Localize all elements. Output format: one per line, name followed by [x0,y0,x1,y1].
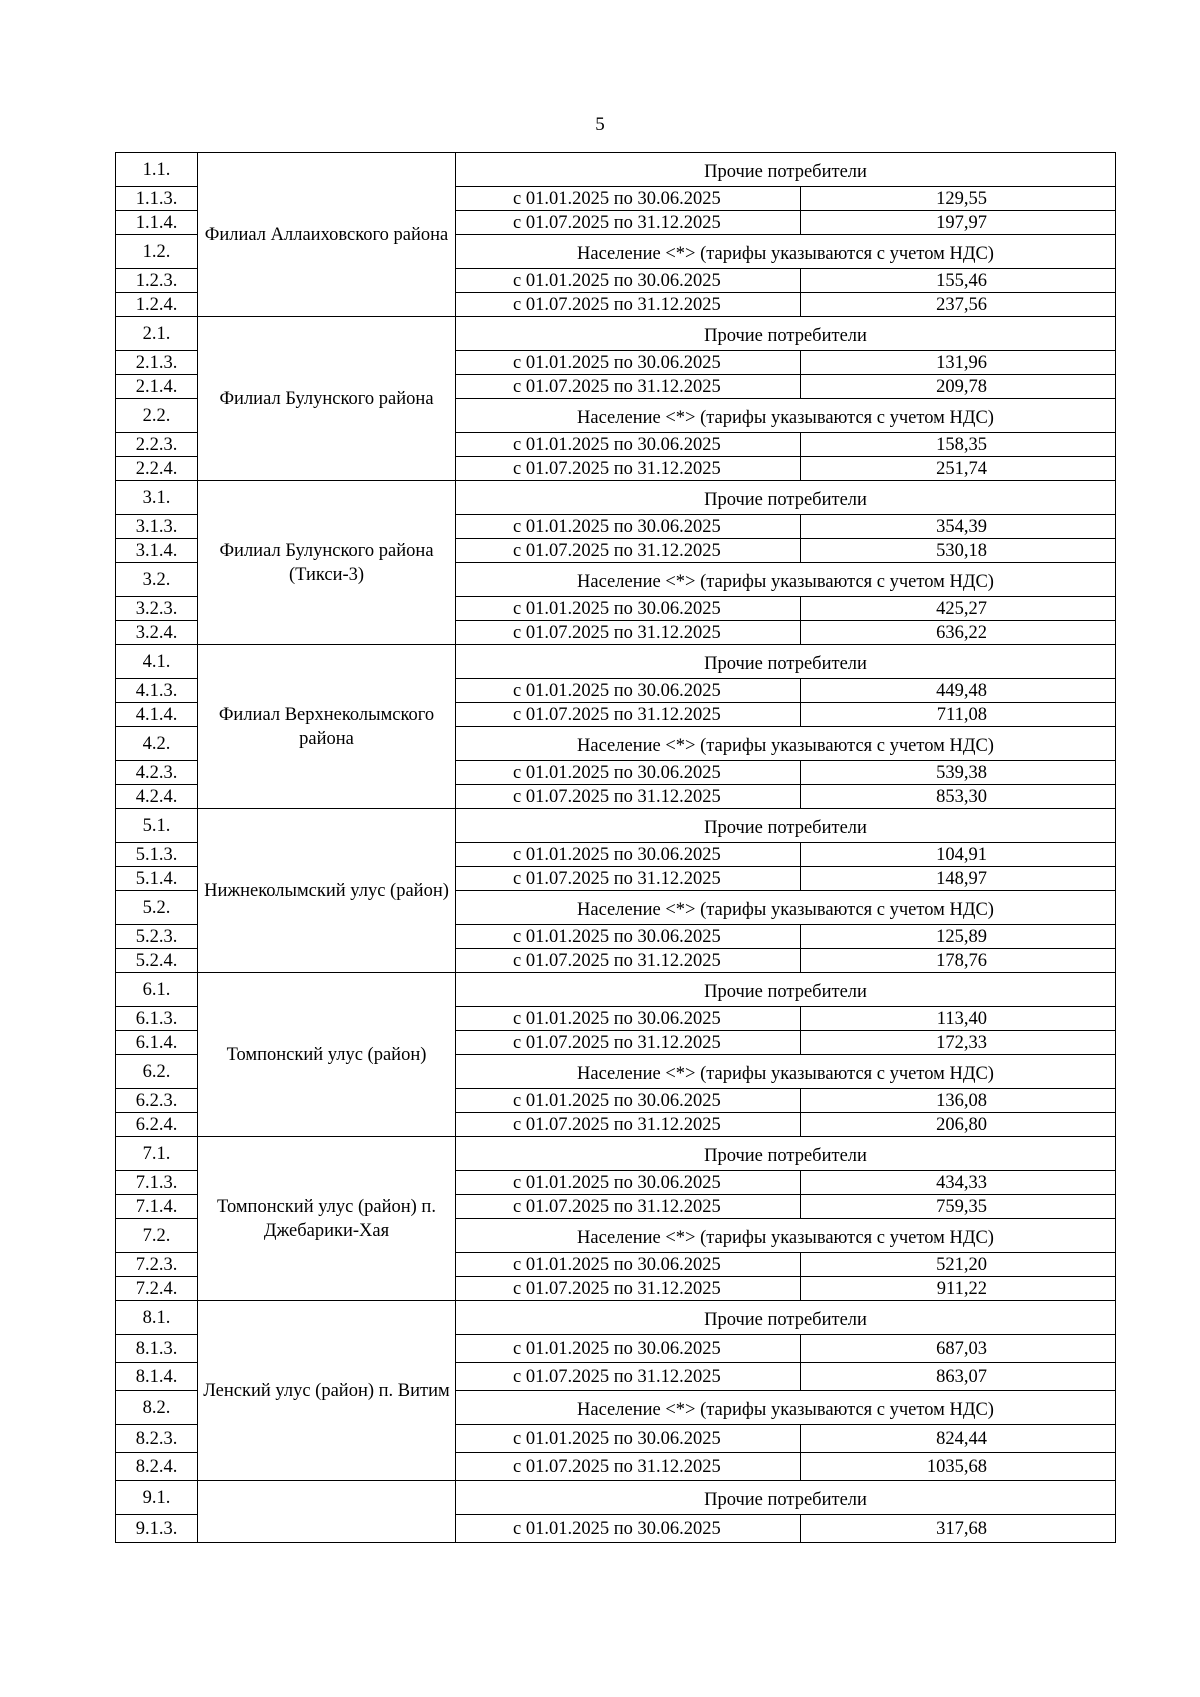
table-row [116,481,1116,515]
tariff-period: с 01.07.2025 по 31.12.2025 [456,457,801,481]
tariff-period: с 01.01.2025 по 30.06.2025 [456,269,801,293]
row-number: 8.1.4. [116,1363,198,1391]
row-number: 5.1. [116,809,198,843]
consumer-category-header: Прочие потребители [456,809,1116,843]
tariff-value: 104,91 [801,843,1116,867]
tariff-value: 155,46 [801,269,1116,293]
tariff-value: 911,22 [801,1277,1116,1301]
row-number: 5.2.3. [116,925,198,949]
row-number: 4.1.3. [116,679,198,703]
row-number: 7.1. [116,1137,198,1171]
consumer-category-header: Прочие потребители [456,481,1116,515]
tariff-value: 172,33 [801,1031,1116,1055]
row-number: 2.2.3. [116,433,198,457]
tariff-period: с 01.07.2025 по 31.12.2025 [456,1031,801,1055]
tariff-period: с 01.01.2025 по 30.06.2025 [456,761,801,785]
row-number: 3.1. [116,481,198,515]
tariff-table [115,152,1116,1543]
row-number: 1.1. [116,153,198,187]
branch-name: Нижнеколымский улус (район) [198,809,456,973]
tariff-period: с 01.01.2025 по 30.06.2025 [456,433,801,457]
consumer-category-header: Прочие потребители [456,317,1116,351]
tariff-period: с 01.07.2025 по 31.12.2025 [456,949,801,973]
tariff-period: с 01.01.2025 по 30.06.2025 [456,1007,801,1031]
consumer-category-header: Прочие потребители [456,1301,1116,1335]
table-row [116,1301,1116,1335]
branch-name: Филиал Верхнеколымского района [198,645,456,809]
row-number: 2.2. [116,399,198,433]
tariff-period: с 01.07.2025 по 31.12.2025 [456,703,801,727]
tariff-value: 129,55 [801,187,1116,211]
row-number: 5.2.4. [116,949,198,973]
row-number: 7.1.3. [116,1171,198,1195]
tariff-value: 237,56 [801,293,1116,317]
tariff-period: с 01.07.2025 по 31.12.2025 [456,1195,801,1219]
row-number: 2.1. [116,317,198,351]
row-number: 2.1.3. [116,351,198,375]
consumer-category-header: Население <*> (тарифы указываются с учетом НДС) [456,891,1116,925]
row-number: 8.2.3. [116,1425,198,1453]
row-number: 8.1.3. [116,1335,198,1363]
consumer-category-header: Прочие потребители [456,153,1116,187]
row-number: 7.2. [116,1219,198,1253]
tariff-period: с 01.01.2025 по 30.06.2025 [456,597,801,621]
tariff-period: с 01.01.2025 по 30.06.2025 [456,843,801,867]
consumer-category-header: Прочие потребители [456,645,1116,679]
table-row [116,317,1116,351]
tariff-period: с 01.07.2025 по 31.12.2025 [456,621,801,645]
row-number: 1.2.4. [116,293,198,317]
tariff-value: 125,89 [801,925,1116,949]
consumer-category-header: Население <*> (тарифы указываются с учетом НДС) [456,1391,1116,1425]
table-row [116,809,1116,843]
tariff-value: 148,97 [801,867,1116,891]
tariff-period: с 01.01.2025 по 30.06.2025 [456,1171,801,1195]
branch-name: Ленский улус (район) п. Витим [198,1301,456,1481]
tariff-value: 158,35 [801,433,1116,457]
branch-name [198,1481,456,1543]
tariff-period: с 01.07.2025 по 31.12.2025 [456,1277,801,1301]
tariff-period: с 01.07.2025 по 31.12.2025 [456,293,801,317]
tariff-value: 354,39 [801,515,1116,539]
row-number: 7.2.3. [116,1253,198,1277]
consumer-category-header: Население <*> (тарифы указываются с учетом НДС) [456,727,1116,761]
tariff-value: 530,18 [801,539,1116,563]
tariff-period: с 01.07.2025 по 31.12.2025 [456,211,801,235]
row-number: 2.2.4. [116,457,198,481]
tariff-value: 136,08 [801,1089,1116,1113]
tariff-value: 449,48 [801,679,1116,703]
tariff-period: с 01.07.2025 по 31.12.2025 [456,1363,801,1391]
row-number: 5.1.3. [116,843,198,867]
consumer-category-header: Население <*> (тарифы указываются с учетом НДС) [456,563,1116,597]
row-number: 7.2.4. [116,1277,198,1301]
tariff-period: с 01.01.2025 по 30.06.2025 [456,1335,801,1363]
tariff-period: с 01.07.2025 по 31.12.2025 [456,375,801,399]
row-number: 6.2. [116,1055,198,1089]
tariff-period: с 01.07.2025 по 31.12.2025 [456,867,801,891]
row-number: 3.2. [116,563,198,597]
tariff-period: с 01.01.2025 по 30.06.2025 [456,679,801,703]
tariff-period: с 01.01.2025 по 30.06.2025 [456,1515,801,1543]
tariff-value: 209,78 [801,375,1116,399]
tariff-period: с 01.07.2025 по 31.12.2025 [456,785,801,809]
tariff-value: 206,80 [801,1113,1116,1137]
row-number: 8.2.4. [116,1453,198,1481]
tariff-period: с 01.01.2025 по 30.06.2025 [456,925,801,949]
table-row [116,1481,1116,1515]
row-number: 8.2. [116,1391,198,1425]
row-number: 2.1.4. [116,375,198,399]
tariff-value: 539,38 [801,761,1116,785]
tariff-period: с 01.01.2025 по 30.06.2025 [456,1089,801,1113]
tariff-value: 687,03 [801,1335,1116,1363]
tariff-value: 853,30 [801,785,1116,809]
row-number: 1.1.4. [116,211,198,235]
row-number: 4.2. [116,727,198,761]
tariff-value: 434,33 [801,1171,1116,1195]
branch-name: Филиал Булунского района [198,317,456,481]
tariff-table-body [116,153,1116,1543]
row-number: 9.1.3. [116,1515,198,1543]
tariff-period: с 01.01.2025 по 30.06.2025 [456,1425,801,1453]
tariff-value: 636,22 [801,621,1116,645]
consumer-category-header: Прочие потребители [456,1137,1116,1171]
tariff-period: с 01.01.2025 по 30.06.2025 [456,1253,801,1277]
tariff-value: 521,20 [801,1253,1116,1277]
row-number: 5.2. [116,891,198,925]
consumer-category-header: Прочие потребители [456,973,1116,1007]
row-number: 6.2.4. [116,1113,198,1137]
tariff-value: 425,27 [801,597,1116,621]
branch-name: Томпонский улус (район) [198,973,456,1137]
table-row [116,973,1116,1007]
row-number: 5.1.4. [116,867,198,891]
tariff-period: с 01.01.2025 по 30.06.2025 [456,515,801,539]
tariff-value: 131,96 [801,351,1116,375]
row-number: 4.2.3. [116,761,198,785]
table-row [116,1137,1116,1171]
tariff-value: 197,97 [801,211,1116,235]
row-number: 8.1. [116,1301,198,1335]
table-row [116,153,1116,187]
page-number: 5 [595,114,605,135]
row-number: 3.1.4. [116,539,198,563]
row-number: 1.2. [116,235,198,269]
row-number: 3.1.3. [116,515,198,539]
row-number: 6.1.3. [116,1007,198,1031]
row-number: 1.2.3. [116,269,198,293]
consumer-category-header: Население <*> (тарифы указываются с учетом НДС) [456,1219,1116,1253]
branch-name: Филиал Аллаиховского района [198,153,456,317]
row-number: 6.2.3. [116,1089,198,1113]
row-number: 4.2.4. [116,785,198,809]
tariff-period: с 01.01.2025 по 30.06.2025 [456,351,801,375]
row-number: 7.1.4. [116,1195,198,1219]
row-number: 1.1.3. [116,187,198,211]
branch-name: Филиал Булунского района (Тикси-3) [198,481,456,645]
row-number: 3.2.3. [116,597,198,621]
tariff-value: 759,35 [801,1195,1116,1219]
tariff-value: 824,44 [801,1425,1116,1453]
consumer-category-header: Население <*> (тарифы указываются с учетом НДС) [456,235,1116,269]
row-number: 9.1. [116,1481,198,1515]
row-number: 6.1.4. [116,1031,198,1055]
tariff-period: с 01.07.2025 по 31.12.2025 [456,1453,801,1481]
row-number: 6.1. [116,973,198,1007]
table-row [116,645,1116,679]
tariff-value: 251,74 [801,457,1116,481]
tariff-value: 113,40 [801,1007,1116,1031]
consumer-category-header: Прочие потребители [456,1481,1116,1515]
tariff-value: 1035,68 [801,1453,1116,1481]
tariff-value: 178,76 [801,949,1116,973]
branch-name: Томпонский улус (район) п. Джебарики-Хая [198,1137,456,1301]
row-number: 4.1.4. [116,703,198,727]
consumer-category-header: Население <*> (тарифы указываются с учетом НДС) [456,399,1116,433]
tariff-value: 317,68 [801,1515,1116,1543]
tariff-value: 863,07 [801,1363,1116,1391]
tariff-period: с 01.01.2025 по 30.06.2025 [456,187,801,211]
tariff-period: с 01.07.2025 по 31.12.2025 [456,1113,801,1137]
tariff-value: 711,08 [801,703,1116,727]
consumer-category-header: Население <*> (тарифы указываются с учетом НДС) [456,1055,1116,1089]
tariff-period: с 01.07.2025 по 31.12.2025 [456,539,801,563]
row-number: 3.2.4. [116,621,198,645]
row-number: 4.1. [116,645,198,679]
